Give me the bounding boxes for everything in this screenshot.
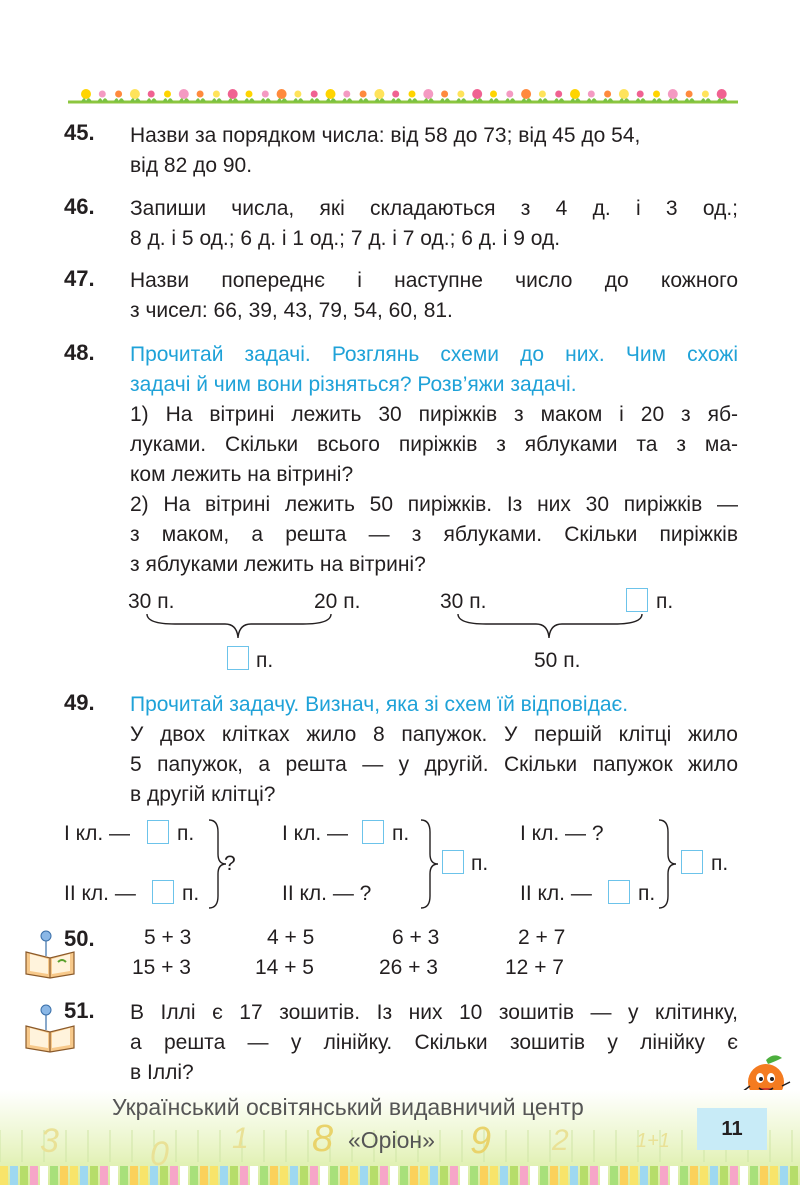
scheme-2-answer-box[interactable]	[626, 588, 648, 612]
task-50-expr: 15 + 3	[132, 956, 191, 979]
task-45-number: 45.	[64, 120, 95, 145]
scheme-2-brace	[456, 612, 646, 642]
task-48-problem2-line-1: 2) На вітрині лежить 50 пиріжків. Із них 30 пиріжків —	[130, 493, 738, 516]
publisher-name: Український освітянський видавничий центр	[112, 1094, 584, 1120]
task-50-expr: 5 + 3	[144, 926, 192, 949]
task-50-number: 50.	[64, 926, 95, 951]
page-number: 11	[697, 1108, 767, 1150]
task-51-text	[130, 998, 738, 1088]
task-51-line-3: в Іллі?	[130, 1061, 194, 1084]
task-47-text	[130, 266, 738, 326]
task-50-expr: 12 + 7	[505, 956, 564, 979]
task-48-instruction-line-2: задачі й чим вони різняться? Розв’яжи задачі.	[130, 373, 577, 396]
footer-digit: 8	[312, 1118, 334, 1160]
task-46-line-2: 8 д. і 5 од.; 6 д. і 1 од.; 7 д. і 7 од.; 6 д. і 9 од.	[130, 227, 561, 250]
task-49-problem-line-1: У двох клітках жило 8 папужок. У першій клітці жило	[130, 723, 738, 746]
footer-digit: 9	[470, 1120, 492, 1162]
task-49-problem-line-3: в другій клітці?	[130, 783, 276, 806]
s2-total-box[interactable]	[442, 850, 464, 874]
s3-row2-prefix: ІІ кл. —	[520, 882, 592, 905]
task-49-text	[130, 690, 738, 810]
scheme-1-right-label: 20 п.	[314, 590, 361, 613]
task-48-instruction-line-1: Прочитай задачі. Розглянь схеми до них. Чим схожі	[130, 343, 738, 366]
task-47-number: 47.	[64, 266, 95, 291]
footer-digit: 0	[150, 1135, 169, 1173]
s1-row1-box[interactable]	[147, 820, 169, 844]
task-49-number: 49.	[64, 690, 95, 715]
s2-brace	[418, 818, 440, 910]
task-45-text	[130, 121, 738, 181]
s2-row1-box[interactable]	[362, 820, 384, 844]
task-48-text	[130, 340, 738, 580]
footer-digit: 3	[40, 1122, 59, 1160]
task-47-line-1: Назви попереднє і наступне число до кожного	[130, 269, 738, 292]
task-51-number: 51.	[64, 998, 95, 1023]
footer-digit: 1	[232, 1122, 249, 1155]
s1-row1-suffix: п.	[177, 822, 195, 845]
flower-border-decoration	[68, 82, 738, 106]
s3-row2-suffix: п.	[638, 882, 656, 905]
scheme-1-bottom-label: п.	[256, 649, 274, 672]
s1-row1-prefix: І кл. —	[64, 822, 131, 845]
task-45-line-2: від 82 до 90.	[130, 154, 253, 177]
s1-row2-prefix: ІІ кл. —	[64, 882, 136, 905]
scheme-2-bottom-label: 50 п.	[534, 649, 581, 672]
task-50-expr: 4 + 5	[267, 926, 315, 949]
s1-row2-suffix: п.	[182, 882, 200, 905]
scheme-1-left-label: 30 п.	[128, 590, 175, 613]
s3-total-box[interactable]	[681, 850, 703, 874]
task-47-line-2: з чисел: 66, 39, 43, 79, 54, 60, 81.	[130, 299, 453, 322]
s3-brace	[656, 818, 678, 910]
scheme-2-left-label: 30 п.	[440, 590, 487, 613]
s3-row1-text: І кл. — ?	[520, 822, 604, 845]
scheme-2-right-label: п.	[656, 590, 674, 613]
task-48-problem1-line-2: луками. Скільки всього пиріжків з яблуками та з ма-	[130, 433, 738, 456]
footer-digit: 2	[552, 1124, 569, 1157]
task-49-problem-line-2: 5 папужок, а решта — у другій. Скільки папужок жило	[130, 753, 738, 776]
task-48-problem2-line-3: з яблуками лежить на вітрині?	[130, 553, 426, 576]
scheme-1-brace	[145, 612, 335, 642]
s2-row2-text: ІІ кл. — ?	[282, 882, 372, 905]
s2-row1-suffix: п.	[392, 822, 410, 845]
s3-total: п.	[711, 852, 729, 875]
task-51-line-2: а решта — у лінійку. Скільки зошитів у лінійку є	[130, 1031, 738, 1054]
task-48-problem1-line-3: ком лежить на вітрині?	[130, 463, 354, 486]
task-45-line-1: Назви за порядком числа: від 58 до 73; від 45 до 54,	[130, 124, 641, 147]
task-51-line-1: В Іллі є 17 зошитів. Із них 10 зошитів — у клітинку,	[130, 1001, 738, 1024]
task-46-number: 46.	[64, 194, 95, 219]
task-46-line-1: Запиши числа, які складаються з 4 д. і 3 од.;	[130, 197, 738, 220]
s3-row2-box[interactable]	[608, 880, 630, 904]
s2-total: п.	[471, 852, 489, 875]
task-48-number: 48.	[64, 340, 95, 365]
s1-total: ?	[224, 852, 236, 875]
task-50-expr: 26 + 3	[379, 956, 438, 979]
s1-row2-box[interactable]	[152, 880, 174, 904]
task-50-expr: 6 + 3	[392, 926, 440, 949]
task-46-text	[130, 194, 738, 254]
task-50-expr: 14 + 5	[255, 956, 314, 979]
task-48-problem1-line-1: 1) На вітрині лежить 30 пиріжків з маком і 20 з яб-	[130, 403, 738, 426]
s2-row1-prefix: І кл. —	[282, 822, 349, 845]
task-48-problem2-line-2: з маком, а решта — з яблуками. Скільки пиріжків	[130, 523, 738, 546]
footer-digit: 1+1	[636, 1130, 670, 1152]
task-49-instruction: Прочитай задачу. Визнач, яка зі схем їй відповідає.	[130, 693, 629, 716]
scheme-1-answer-box[interactable]	[227, 646, 249, 670]
publisher-brand: «Оріон»	[348, 1127, 435, 1153]
task-50-expr: 2 + 7	[518, 926, 566, 949]
